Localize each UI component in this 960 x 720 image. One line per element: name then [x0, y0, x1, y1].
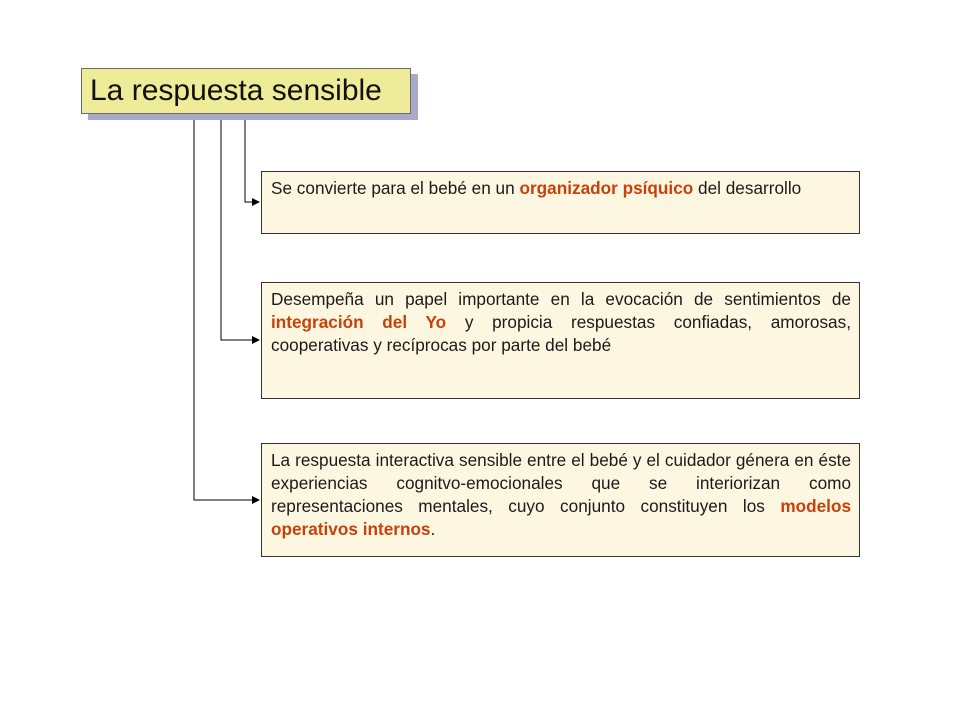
connector-to-box-1: [245, 118, 259, 202]
box-3-text-after: .: [430, 519, 436, 539]
connector-to-box-2: [221, 118, 259, 340]
connector-to-box-3: [194, 118, 259, 500]
box-1-text-after: del desarrollo: [693, 178, 802, 198]
box-2-text-before: Desempeña un papel importante en la evocación de sentimientos de: [271, 289, 851, 309]
text-box-organizador: [261, 171, 860, 234]
box-2-highlight: integración del Yo: [271, 312, 447, 332]
text-box-modelos: [261, 443, 860, 557]
box-3-text-before: La respuesta interactiva sensible entre el bebé y el cuidador génera en éste experiencias cognitvo-emocionales que se interiorizan como representaciones mentales, cuyo conjunto constituyen los: [271, 450, 851, 516]
title-box: [81, 68, 411, 114]
box-2-text-after: y propicia respuestas confiadas, amorosas, cooperativas y recíprocas por parte del bebé: [271, 312, 851, 355]
title-text: La respuesta sensible: [90, 74, 382, 107]
text-box-integracion: [261, 282, 860, 399]
box-3-highlight: modelos operativos internos: [271, 496, 851, 539]
box-1-text-before: Se convierte para el bebé en un: [271, 178, 520, 198]
box-1-highlight: organizador psíquico: [519, 178, 694, 198]
